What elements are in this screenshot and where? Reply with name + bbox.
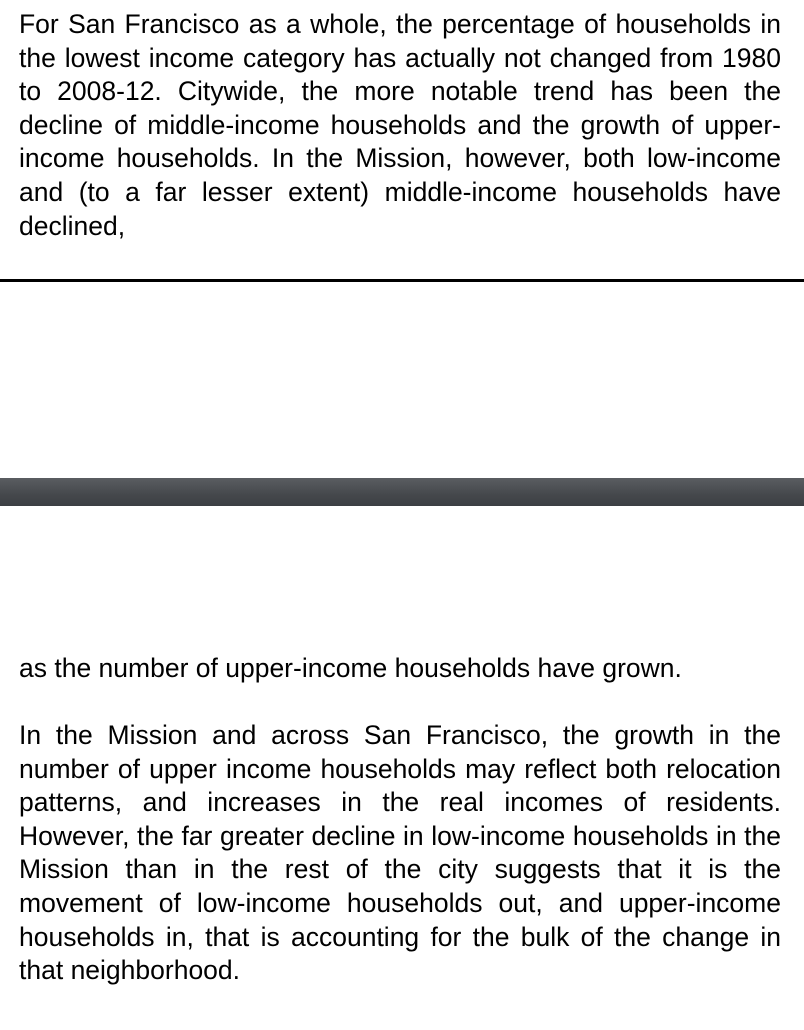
paragraph-growth-explanation: In the Mission and across San Francisco, the growth in the number of upper income households may reflect both relocation patterns, and increases in the real incomes of residents. However, the far greater decline in low-income households in the Mission than in the rest of the city suggests that it is the movement of low-income households out, and upper-income households in, that is accounting for the bulk of the change in that neighborhood. — [19, 720, 781, 986]
footnote-divider — [0, 279, 804, 282]
paragraph-continuation: as the number of upper-income households have grown. — [19, 653, 682, 683]
paragraph-income-trends: For San Francisco as a whole, the percentage of households in the lowest income category has actually not changed from 1980 to 2008-12. Citywide, the more notable trend has been the decline of middle-income households and the growth of upper-income households. In the Mission, however, both low-income and (to a far lesser extent) middle-income households have declined, — [19, 9, 781, 241]
page-break-separator — [0, 478, 804, 506]
